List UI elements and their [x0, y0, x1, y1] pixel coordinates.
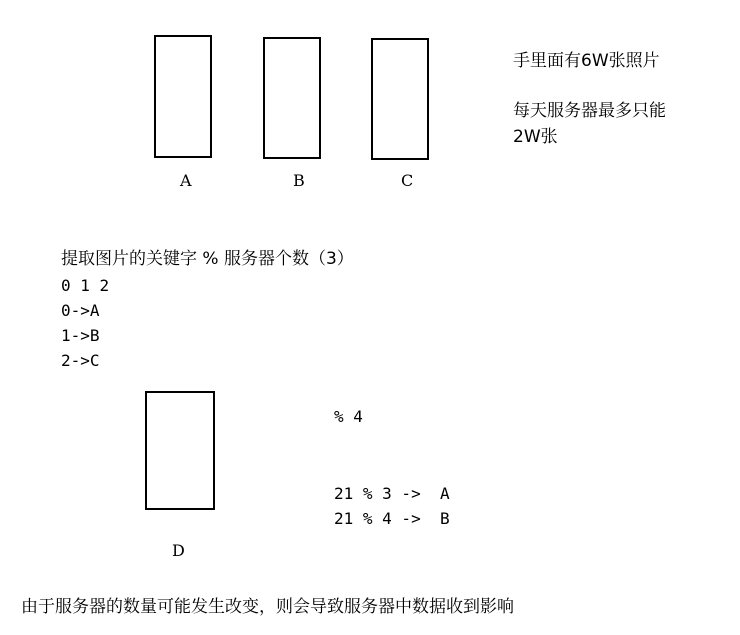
note-capacity-line2: 2W张: [513, 127, 558, 147]
conclusion-text: 由于服务器的数量可能发生改变，则会导致服务器中数据收到影响: [21, 597, 514, 617]
hash-rule-title: 提取图片的关键字 % 服务器个数（3）: [61, 249, 354, 269]
server-box-c: [371, 38, 429, 160]
modulo-example-2: 21 % 4 -> B: [334, 509, 450, 528]
note-photos: 手里面有6W张照片: [513, 51, 660, 71]
server-box-d: [145, 391, 215, 510]
modulo-example-1: 21 % 3 -> A: [334, 484, 450, 503]
server-label-c: C: [401, 171, 414, 190]
server-box-a: [154, 35, 212, 158]
server-label-b: B: [293, 171, 305, 190]
modulo-new: % 4: [334, 407, 363, 426]
server-label-d: D: [172, 541, 185, 560]
server-label-a: A: [180, 171, 192, 190]
hash-map-2: 2->C: [61, 351, 100, 370]
hash-map-0: 0->A: [61, 301, 100, 320]
note-capacity-line1: 每天服务器最多只能: [513, 101, 666, 121]
server-box-b: [263, 37, 321, 159]
hash-indices: 0 1 2: [61, 276, 110, 295]
hash-map-1: 1->B: [61, 326, 100, 345]
